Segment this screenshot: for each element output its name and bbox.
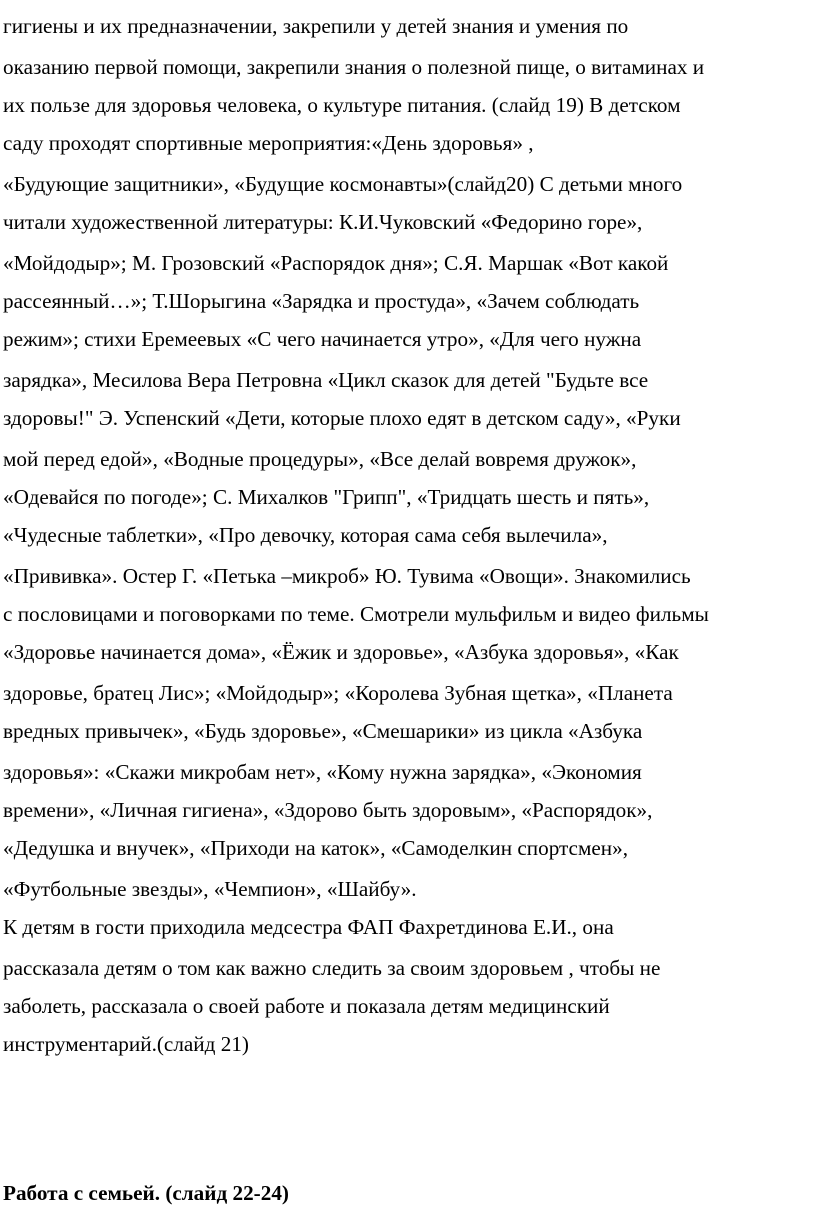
text-line: режим»; стихи Еремеевых «С чего начинается утро», «Для чего нужна	[3, 327, 642, 351]
text-line: «Прививка». Остер Г. «Петька –микроб» Ю. Тувима «Овощи». Знакомились	[3, 564, 691, 588]
text-line: инструментарий.(слайд 21)	[3, 1032, 249, 1056]
text-line: гигиены и их предназначении, закрепили у детей знания и умения по	[3, 14, 629, 38]
text-line: читали художественной литературы: К.И.Чуковский «Федорино горе»,	[3, 210, 643, 234]
text-line: «Здоровье начинается дома», «Ёжик и здоровье», «Азбука здоровья», «Как	[3, 640, 679, 664]
text-line: «Будующие защитники», «Будущие космонавты»(слайд20) С детьми много	[3, 172, 683, 196]
text-line: здоровья»: «Скажи микробам нет», «Кому нужна зарядка», «Экономия	[3, 760, 642, 784]
text-line: рассеянный…»; Т.Шорыгина «Зарядка и простуда», «Зачем соблюдать	[3, 289, 640, 313]
text-line: «Мойдодыр»; М. Грозовский «Распорядок дня»; С.Я. Маршак «Вот какой	[3, 251, 669, 275]
text-line: зарядка», Месилова Вера Петровна «Цикл сказок для детей "Будьте все	[3, 368, 649, 392]
text-line: «Одевайся по погоде»; С. Михалков "Грипп", «Тридцать шесть и пять»,	[3, 485, 650, 509]
text-line: К детям в гости приходила медсестра ФАП Фахретдинова Е.И., она	[3, 915, 614, 939]
text-line: здоровье, братец Лис»; «Мойдодыр»; «Королева Зубная щетка», «Планета	[3, 681, 673, 705]
section-heading: Работа с семьей. (слайд 22-24)	[3, 1181, 289, 1205]
text-line: «Футбольные звезды», «Чемпион», «Шайбу».	[3, 877, 417, 901]
text-line: заболеть, рассказала о своей работе и показала детям медицинский	[3, 994, 610, 1018]
text-line: оказанию первой помощи, закрепили знания о полезной пище, о витаминах и	[3, 55, 705, 79]
text-line: «Чудесные таблетки», «Про девочку, которая сама себя вылечила»,	[3, 523, 608, 547]
text-line: их пользе для здоровья человека, о культуре питания. (слайд 19) В детском	[3, 93, 681, 117]
text-line: здоровы!" Э. Успенский «Дети, которые плохо едят в детском саду», «Руки	[3, 406, 681, 430]
text-line: мой перед едой», «Водные процедуры», «Все делай вовремя дружок»,	[3, 447, 637, 471]
text-line: саду проходят спортивные мероприятия:«День здоровья» ,	[3, 131, 534, 155]
text-line: рассказала детям о том как важно следить за своим здоровьем , чтобы не	[3, 956, 661, 980]
text-line: «Дедушка и внучек», «Приходи на каток», «Самоделкин спортсмен»,	[3, 836, 628, 860]
text-line: вредных привычек», «Будь здоровье», «Смешарики» из цикла «Азбука	[3, 719, 643, 743]
text-line: времени», «Личная гигиена», «Здорово быть здоровым», «Распорядок»,	[3, 798, 653, 822]
text-line: с пословицами и поговорками по теме. Смотрели мульфильм и видео фильмы	[3, 602, 709, 626]
